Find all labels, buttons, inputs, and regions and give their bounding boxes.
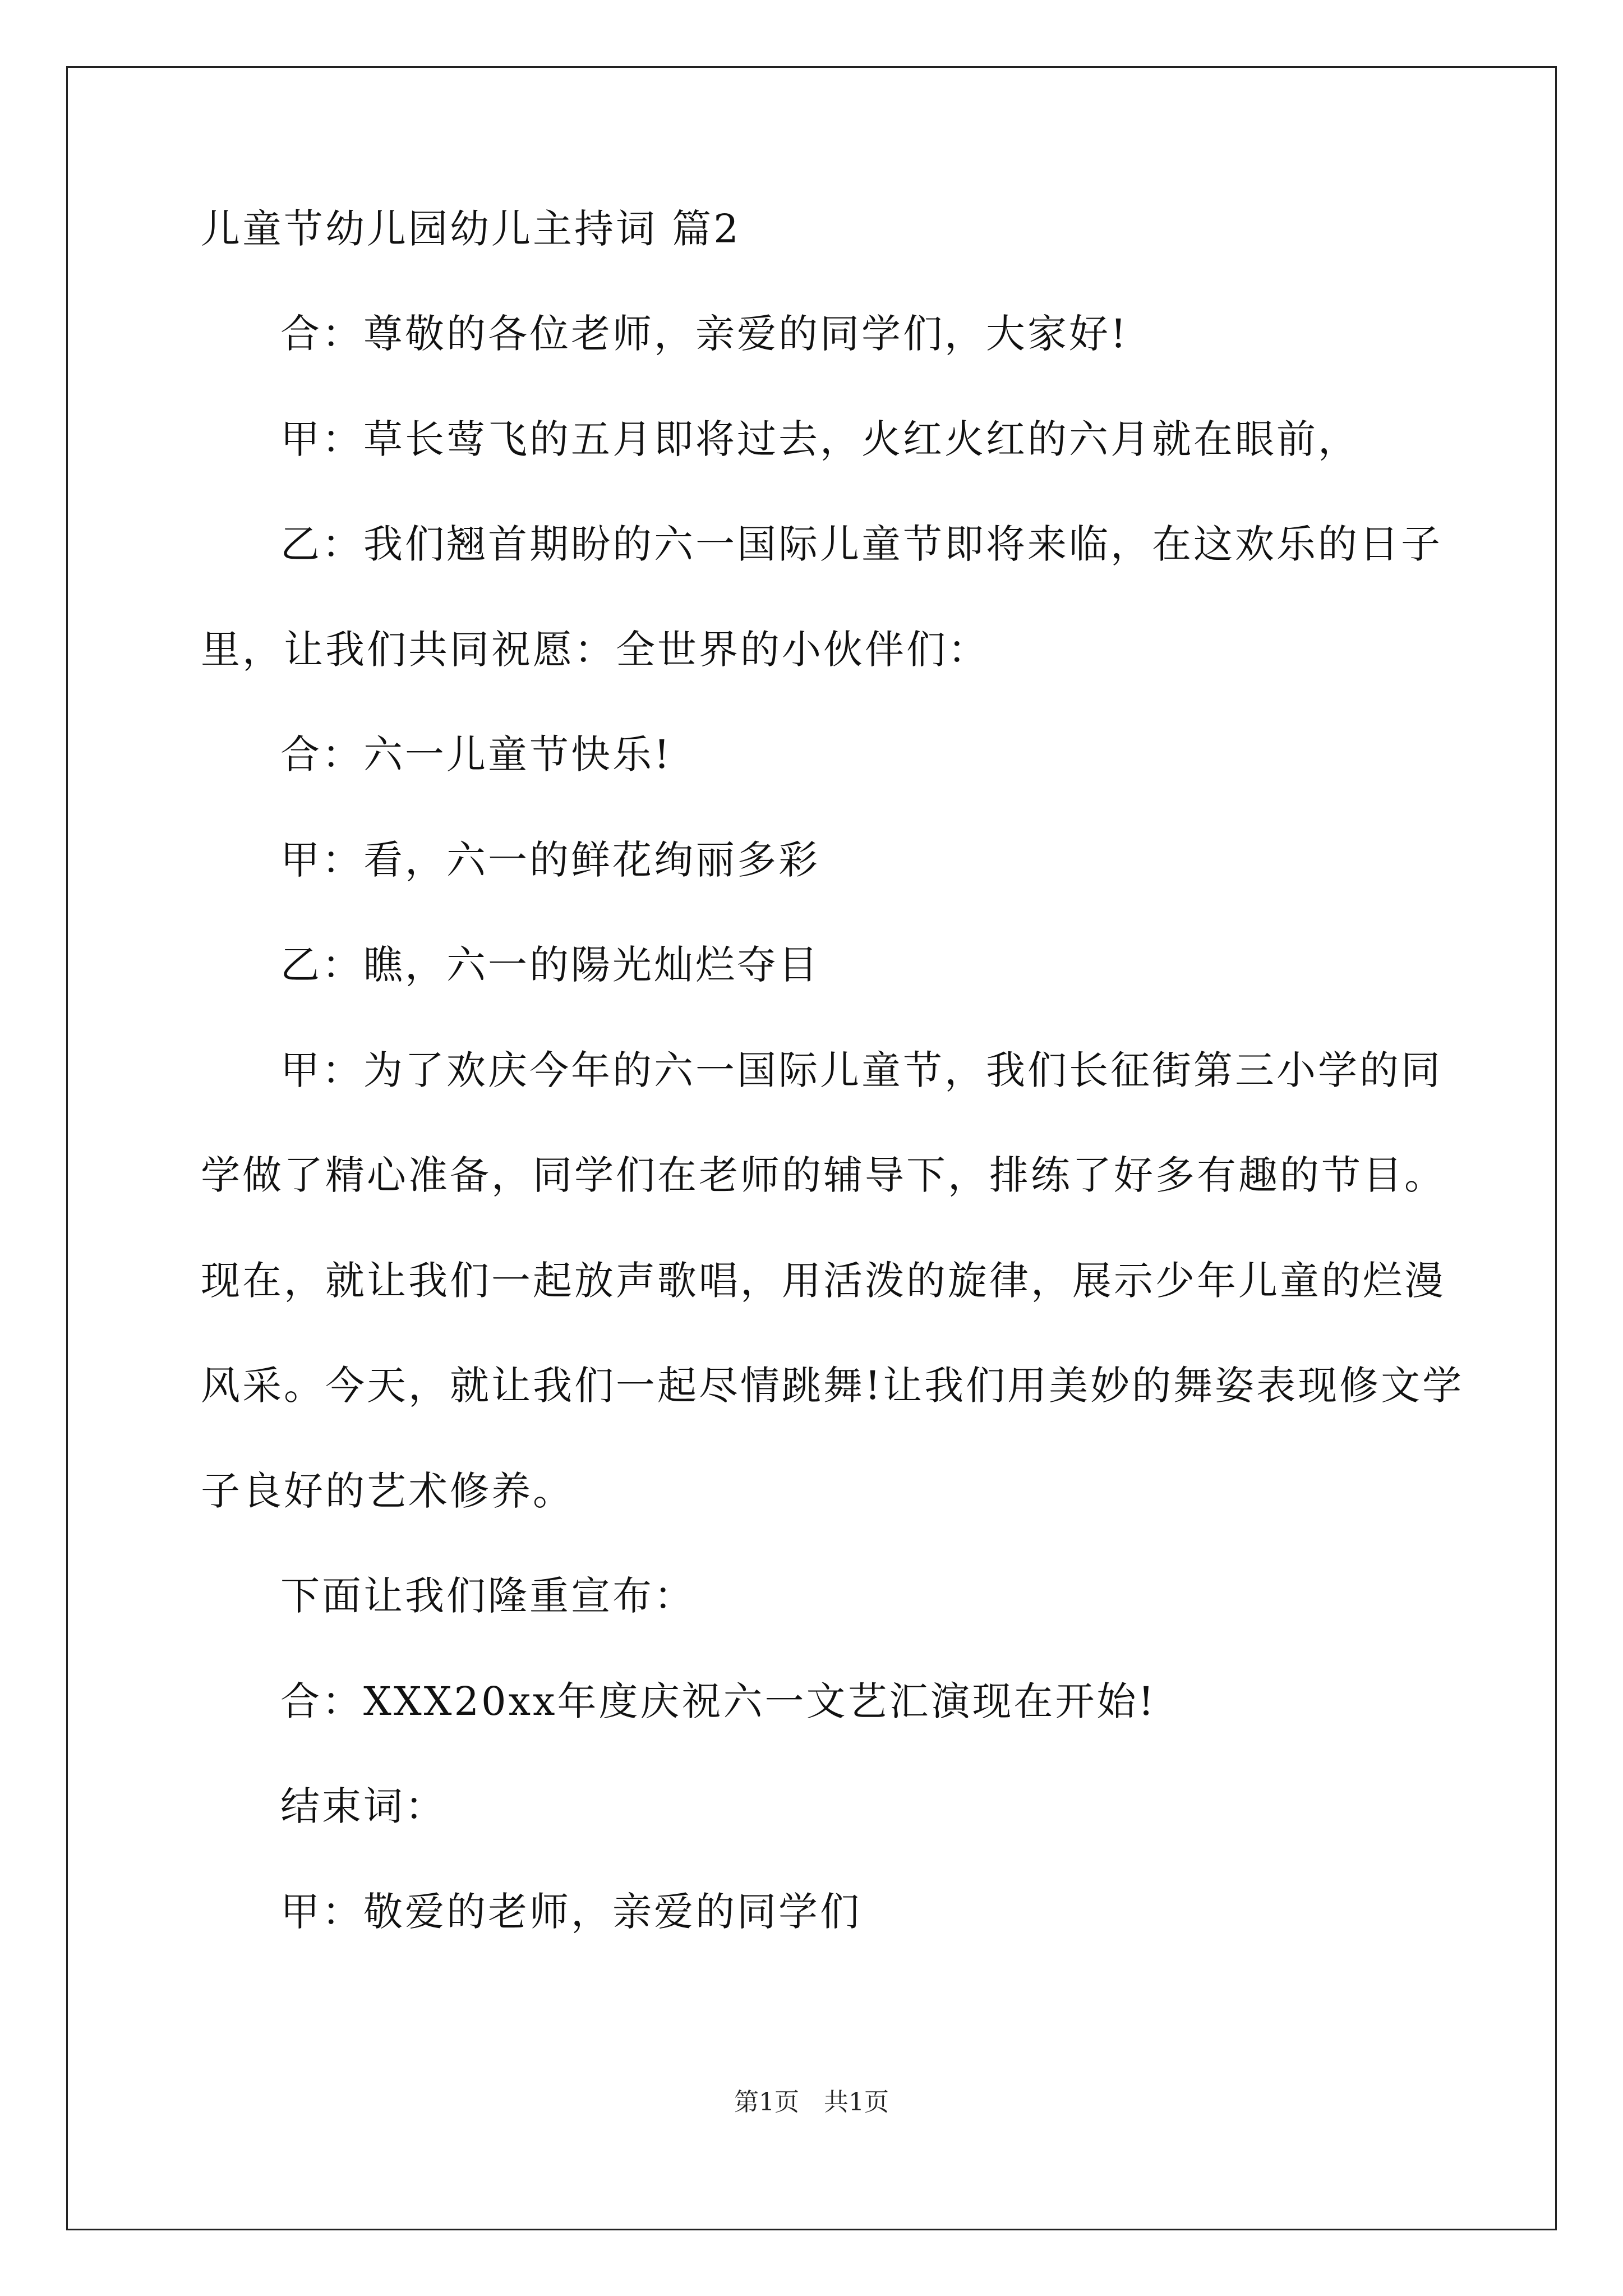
page-number-footer: 第1页 共1页 [734, 2088, 889, 2116]
paragraph-jia-3-line-5: 子良好的艺术修养。 [201, 1468, 574, 1514]
paragraph-jia-4: 甲：敬爱的老师，亲爱的同学们 [280, 1889, 861, 1935]
paragraph-jia-1: 甲：草长莺飞的五月即将过去，火红火红的六月就在眼前， [280, 416, 1359, 462]
paragraph-jia-3-line-2: 学做了精心准备，同学们在老师的辅导下，排练了好多有趣的节目。 [201, 1152, 1446, 1198]
paragraph-jia-2: 甲：看，六一的鲜花绚丽多彩 [280, 837, 820, 883]
paragraph-jia-3-line-3: 现在，就让我们一起放声歌唱，用活泼的旋律，展示少年儿童的烂漫 [201, 1258, 1446, 1304]
paragraph-yi-2: 乙：瞧，六一的陽光灿烂夺目 [280, 942, 820, 988]
document-title: 儿童节幼儿园幼儿主持词 篇2 [201, 206, 741, 252]
paragraph-yi-1-line-2: 里，让我们共同祝愿：全世界的小伙伴们： [201, 627, 989, 673]
paragraph-jia-3-line-4: 风采。今天，就让我们一起尽情跳舞!让我们用美妙的舞姿表现修文学 [201, 1363, 1464, 1409]
paragraph-he-3: 合：XXX20xx年度庆祝六一文艺汇演现在开始! [280, 1678, 1156, 1724]
paragraph-announce: 下面让我们隆重宣布： [280, 1573, 695, 1619]
paragraph-closing-heading: 结束词： [280, 1783, 446, 1829]
paragraph-greeting: 合：尊敬的各位老师，亲爱的同学们，大家好! [280, 311, 1129, 357]
paragraph-yi-1-line-1: 乙：我们翘首期盼的六一国际儿童节即将来临，在这欢乐的日子 [280, 521, 1442, 567]
paragraph-jia-3-line-1: 甲：为了欢庆今年的六一国际儿童节，我们长征街第三小学的同 [280, 1047, 1442, 1093]
paragraph-he-2: 合：六一儿童节快乐! [280, 731, 672, 777]
